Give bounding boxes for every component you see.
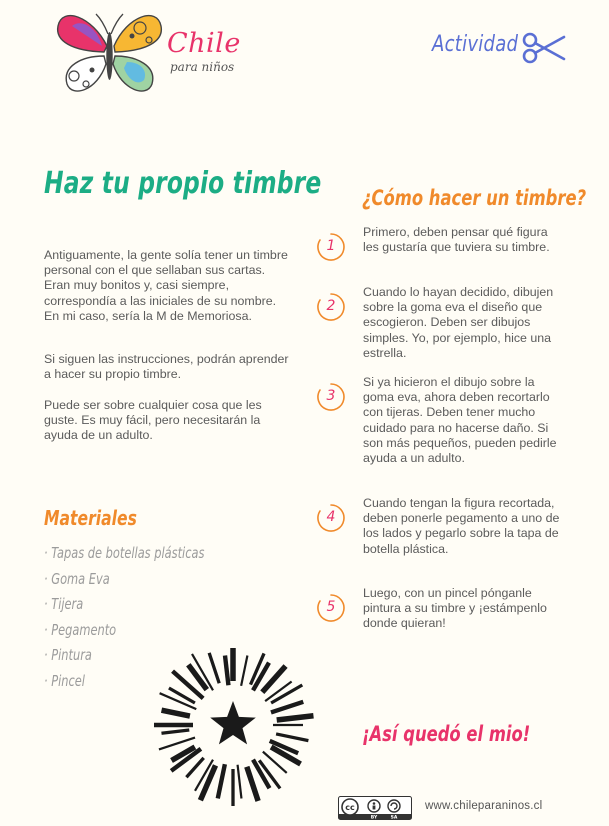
stamp-ray (209, 653, 219, 683)
star-stamp-image (148, 640, 318, 810)
step-text: Cuando tengan la figura recortada, deben ponerle pegamento a uno de los lados y pegarlo sobre la tapa de botella plástica. (363, 496, 560, 556)
list-item: · Pincel (44, 671, 85, 690)
stamp-ray (241, 655, 247, 685)
activity-label: Actividad (432, 32, 519, 57)
step-number-badge (316, 382, 346, 412)
step-number-badge (316, 593, 346, 623)
stamp-ray (276, 734, 308, 741)
intro-paragraph: Antiguamente, la gente solía tener un timbre personal con el que sellaban sus cartas. Eran muy bonitos y, casi siempre, correspondía a las iniciales de su nombre. En mi caso, sería la M de Memoriosa. (44, 248, 288, 323)
list-item: · Pintura (44, 646, 92, 664)
stamp-ray (277, 716, 314, 720)
result-heading: ¡Así quedó el mio! (362, 722, 531, 746)
star-burst-icon (148, 640, 318, 810)
license-label-sa: SA (390, 815, 398, 820)
stamp-ray (218, 764, 225, 798)
materials-heading: Materiales (44, 506, 137, 530)
step-text: Cuando lo hayan decidido, dibujen sobre la goma eva el diseño que escogieron. Deben ser dibujos simples. Yo, por ejemplo, hice una estrella. (363, 285, 554, 360)
brand-name: Chile (167, 28, 241, 59)
stamp-ray (238, 765, 242, 799)
page-title: Haz tu propio timbre (44, 166, 322, 201)
list-item: · Tapas de botellas plásticas (44, 544, 205, 562)
stamp-ray (247, 767, 258, 801)
step-number: 2 (326, 298, 336, 314)
svg-text:cc: cc (345, 803, 355, 812)
intro-paragraph: Si siguen las instrucciones, podrán aprender a hacer su propio timbre. (44, 352, 289, 382)
list-item: · Pegamento (44, 620, 117, 639)
license-label-by: BY (370, 815, 378, 820)
list-item: · Tijera (44, 595, 84, 613)
step-number-badge (316, 503, 346, 533)
step-number: 5 (326, 599, 336, 615)
stamp-ray (161, 730, 189, 733)
intro-paragraph: Puede ser sobre cualquier cosa que les guste. Es muy fácil, pero necesitarán la ayuda de un adulto. (44, 398, 262, 443)
step-text: Si ya hicieron el dibujo sobre la goma eva, ahora deben recortarlo con tijeras. Deben tener mucho cuidado para no hacerse daño. Si son más pequeños, pueden pedirle ayuda a un adulto. (363, 375, 557, 466)
stamp-ray (225, 655, 228, 685)
step-number: 4 (326, 509, 336, 525)
step-text: Luego, con un pincel pónganle pintura a su timbre y ¡estámpenlo donde quieran! (363, 586, 547, 631)
step-number-badge (316, 292, 346, 322)
howto-heading: ¿Cómo hacer un timbre? (362, 186, 587, 210)
step-text: Primero, deben pensar qué figura les gustaría que tuviera su timbre. (363, 225, 550, 255)
creative-commons-icon (338, 796, 412, 820)
star-shape (210, 701, 256, 744)
stamp-ray (186, 758, 203, 777)
step-number: 3 (326, 388, 336, 404)
website-link[interactable]: www.chileparaninos.cl (425, 800, 543, 812)
step-number-badge (316, 232, 346, 262)
butterfly-logo-icon (52, 6, 167, 98)
stamp-ray (162, 710, 190, 716)
brand-subtitle: para niños (170, 60, 235, 74)
list-item: · Goma Eva (44, 569, 110, 588)
stamp-ray (271, 702, 303, 713)
step-number: 1 (326, 238, 336, 254)
scissors-icon (522, 32, 566, 64)
